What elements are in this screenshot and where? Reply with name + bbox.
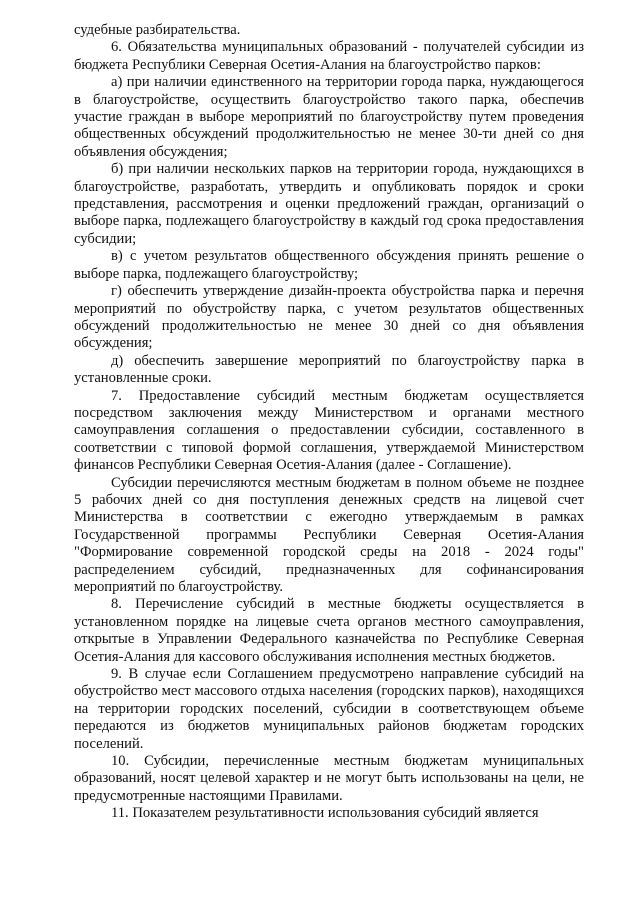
paragraph-item-d: д) обеспечить завершение мероприятий по благоустройству парка в установленные сроки. xyxy=(74,352,584,387)
paragraph-item-g: г) обеспечить утверждение дизайн-проекта обустройства парка и перечня мероприятий по обустройству парка, с учетом результатов общественных обсуждений продолжительностью не менее 30 дней со дня объявления обсуждения; xyxy=(74,283,584,352)
paragraph-continuation: судебные разбирательства. xyxy=(74,22,241,38)
paragraph-subsidy-transfer: Субсидии перечисляются местным бюджетам в полном объеме не позднее 5 рабочих дней со дня поступления денежных средств на лицевой счет Министерства в соответствии с ежегодно утверждаемым в рамках Государственной программы Республики Северная Осетия-Алания "Формирование современной городской среды на 2018 - 2024 годы" распределением субсидий, предназначенных для софинансирования мероприятий по благоустройству. xyxy=(74,474,584,595)
paragraph-item-v: в) с учетом результатов общественного обсуждения принять решение о выборе парка, подлежащего благоустройству; xyxy=(74,248,584,282)
paragraph-clause-9: 9. В случае если Соглашением предусмотрено направление субсидий на обустройство мест массового отдыха населения (городских парков), находящихся на территории городских поселений, субсидии в соответствующем объеме передаются из бюджетов муниципальных районов бюджетам городских поселений. xyxy=(74,666,584,752)
paragraph-clause-10: 10. Субсидии, перечисленные местным бюджетам муниципальных образований, носят целевой характер и не могут быть использованы на цели, не предусмотренные настоящими Правилами. xyxy=(74,753,584,804)
paragraph-item-a: а) при наличии единственного на территории города парка, нуждающегося в благоустройстве, осуществить благоустройство такого парка, обеспечив участие граждан в выборе мероприятий по благоустройству путем проведения общественных обсуждений продолжительностью не менее 30-ти дней со дня объявления обсуждения; xyxy=(74,74,584,160)
paragraph-clause-6: 6. Обязательства муниципальных образований - получателей субсидии из бюджета Республики Северная Осетия-Алания на благоустройство парков: xyxy=(74,39,584,73)
paragraph-item-b: б) при наличии нескольких парков на территории города, нуждающихся в благоустройстве, разработать, утвердить и опубликовать порядок и сроки представления, рассмотрения и оценки предложений граждан, организаций о выборе парка, подлежащего благоустройству в каждый год срока предоставления субсидии; xyxy=(74,161,584,247)
paragraph-clause-7: 7. Предоставление субсидий местным бюджетам осуществляется посредством заключения между Министерством и органами местного самоуправления соглашения о предоставлении субсидии, составленного в соответствии с типовой формой соглашения, утверждаемой Министерством финансов Республики Северная Осетия-Алания (далее - Соглашение). xyxy=(74,387,584,474)
paragraph-clause-11: 11. Показателем результативности использования субсидий является xyxy=(111,805,539,822)
document-body xyxy=(74,22,584,823)
paragraph-clause-8: 8. Перечисление субсидий в местные бюджеты осуществляется в установленном порядке на лицевые счета органов местного самоуправления, открытые в Управлении Федерального казначейства по Республике Северная Осетия-Алания для кассового обслуживания исполнения местных бюджетов. xyxy=(74,596,584,665)
